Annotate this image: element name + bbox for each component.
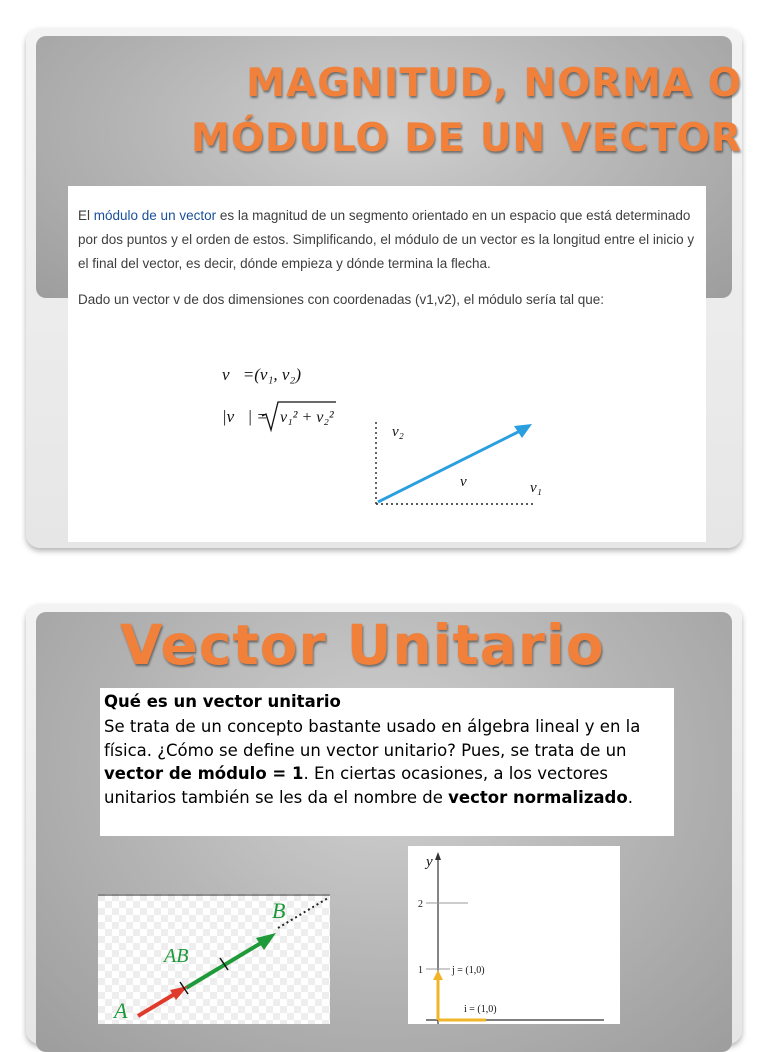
vector-label: v⃗ <box>460 474 479 490</box>
point-a-label: A <box>114 998 128 1023</box>
explanation-part-3: . <box>627 787 633 807</box>
question-title: Qué es un vector unitario <box>104 692 341 711</box>
definition-text: es la magnitud de un segmento orientado en un espacio que está determinado por dos puntos y el orden de estos. Simplificando, el módulo de un vector es la longitud entre el inicio y el final del vector, es decir, dónde empieza y dónde termina la flecha. <box>78 208 695 271</box>
point-b-label: B <box>272 898 286 923</box>
axes-diagram-background <box>408 846 620 1024</box>
unit-vector-explanation <box>104 715 670 809</box>
vector-diagram <box>364 414 554 514</box>
explanation-part-1: Se trata de un concepto bastante usado en álgebra lineal y en la física. ¿Cómo se define un vector unitario? Pues, se trata de un <box>104 717 641 760</box>
slide-1-title-line-2: MÓDULO DE UN VECTOR <box>191 116 742 161</box>
explanation-bold-2: vector normalizado <box>448 787 628 807</box>
vector-arrow-line <box>378 430 522 502</box>
tick-label-1: 1 <box>418 965 423 976</box>
i-label: i = (1,0) <box>464 1004 497 1015</box>
explanation-part-2: . En ciertas ocasiones, a los vectores unitarios también se les da el nombre de <box>104 764 608 807</box>
slide-1-title-line-1: MAGNITUD, NORMA O <box>246 61 742 106</box>
ab-vector-label: AB⃗ <box>164 945 204 967</box>
unit-vector-card <box>100 688 674 836</box>
formula-modulus-left: |v⃗| = <box>222 407 268 426</box>
unit-axes-diagram <box>408 846 620 1024</box>
modulus-formula <box>218 358 348 438</box>
slide-2-title: Vector Unitario <box>120 613 605 677</box>
tick-label-2: 2 <box>418 899 423 910</box>
ab-diagram-background <box>98 894 330 1024</box>
definition-prefix: El <box>78 208 94 223</box>
x-axis-label: v₁ <box>530 480 542 496</box>
two-dimensions-paragraph: Dado un vector v de dos dimensiones con coordenadas (v1,v2), el módulo sería tal que: <box>78 292 605 307</box>
definition-paragraph <box>78 204 700 276</box>
modulo-link[interactable]: módulo de un vector <box>93 208 217 223</box>
formula-radicand: v₁² + v₂² <box>280 409 334 426</box>
j-label: j = (1,0) <box>452 965 485 976</box>
formula-vector-definition: v⃗=(v₁, v₂) <box>222 365 301 384</box>
y-axis-label: v₂ <box>392 424 404 440</box>
y-label: y <box>426 854 433 870</box>
explanation-bold-1: vector de módulo = 1 <box>104 764 304 783</box>
slide-1-title <box>191 56 742 166</box>
ab-vector-diagram <box>98 866 330 1024</box>
